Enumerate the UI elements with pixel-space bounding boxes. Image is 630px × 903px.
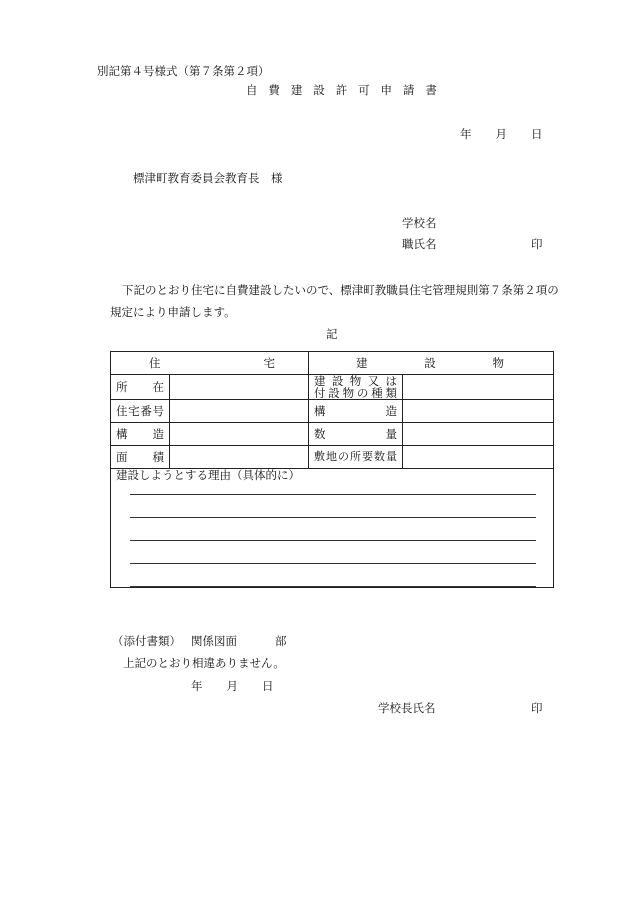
housing-header-right: 宅: [263, 356, 275, 370]
date-year: 年: [460, 127, 472, 141]
building-type-label-1: 建設物又は: [314, 374, 397, 388]
building-header-c: 物: [492, 356, 504, 370]
reason-label: 建設しようとする理由（具体的に）: [116, 468, 300, 482]
attachments-label: （添付書類）: [112, 634, 181, 648]
document-title: 自費建設許可申請書: [246, 83, 448, 97]
confirm-day: 日: [262, 679, 274, 693]
housing-header-left: 住: [149, 356, 161, 370]
building-header-b: 設: [424, 356, 436, 370]
house-number-field[interactable]: [170, 400, 309, 423]
body-text-line-1: 下記のとおり住宅に自費建設したいので、標津町教職員住宅管理規則第７条第２項の: [122, 283, 559, 297]
date-line: [460, 127, 543, 141]
confirm-month: 月: [226, 679, 238, 693]
principal-seal: 印: [531, 701, 543, 715]
confirm-year: 年: [191, 679, 203, 693]
application-table: [110, 351, 554, 588]
area-label: 面 積: [111, 446, 170, 469]
structure-left-label: 構 造: [111, 423, 170, 446]
quantity-label: 数 量: [309, 423, 403, 446]
site-quantity-field[interactable]: [403, 446, 554, 469]
building-header-a: 建: [356, 356, 368, 370]
site-quantity-label: 敷地の所要数量: [309, 446, 403, 469]
structure-right-field[interactable]: [403, 400, 554, 423]
ki-label: 記: [326, 327, 338, 341]
confirmation-text: 上記のとおり相違ありません。: [123, 656, 285, 670]
building-type-field[interactable]: [403, 375, 554, 400]
school-name-label: 学校名: [402, 216, 437, 230]
table-row: [111, 446, 554, 469]
quantity-field[interactable]: [403, 423, 554, 446]
date-month: 月: [495, 127, 507, 141]
housing-header: [111, 352, 309, 375]
applicant-seal: 印: [531, 237, 543, 251]
confirm-date: [191, 679, 274, 693]
principal-name-label: 学校長氏名: [378, 701, 436, 715]
attachment-unit: 部: [275, 634, 287, 648]
structure-right-label: 構 造: [309, 400, 403, 423]
structure-left-field[interactable]: [170, 423, 309, 446]
area-field[interactable]: [170, 446, 309, 469]
table-row: [111, 400, 554, 423]
position-name-label: 職氏名: [402, 237, 437, 251]
location-field[interactable]: [170, 375, 309, 400]
form-number: 別記第４号様式（第７条第２項）: [97, 64, 270, 78]
reason-section: [111, 469, 554, 588]
table-row: [111, 375, 554, 400]
house-number-label: 住宅番号: [111, 400, 170, 423]
addressee: 標津町教育委員会教育長 様: [133, 171, 283, 185]
building-type-label: [309, 375, 403, 400]
building-header: [309, 352, 554, 375]
body-text-line-2: 規定により申請します。: [110, 305, 236, 319]
date-day: 日: [531, 127, 543, 141]
reason-line-5[interactable]: [130, 586, 536, 587]
building-type-label-2: 付設物の種類: [314, 386, 397, 400]
table-row: [111, 423, 554, 446]
attachment-item: 関係図面: [191, 634, 237, 648]
location-label: 所 在: [111, 375, 170, 400]
